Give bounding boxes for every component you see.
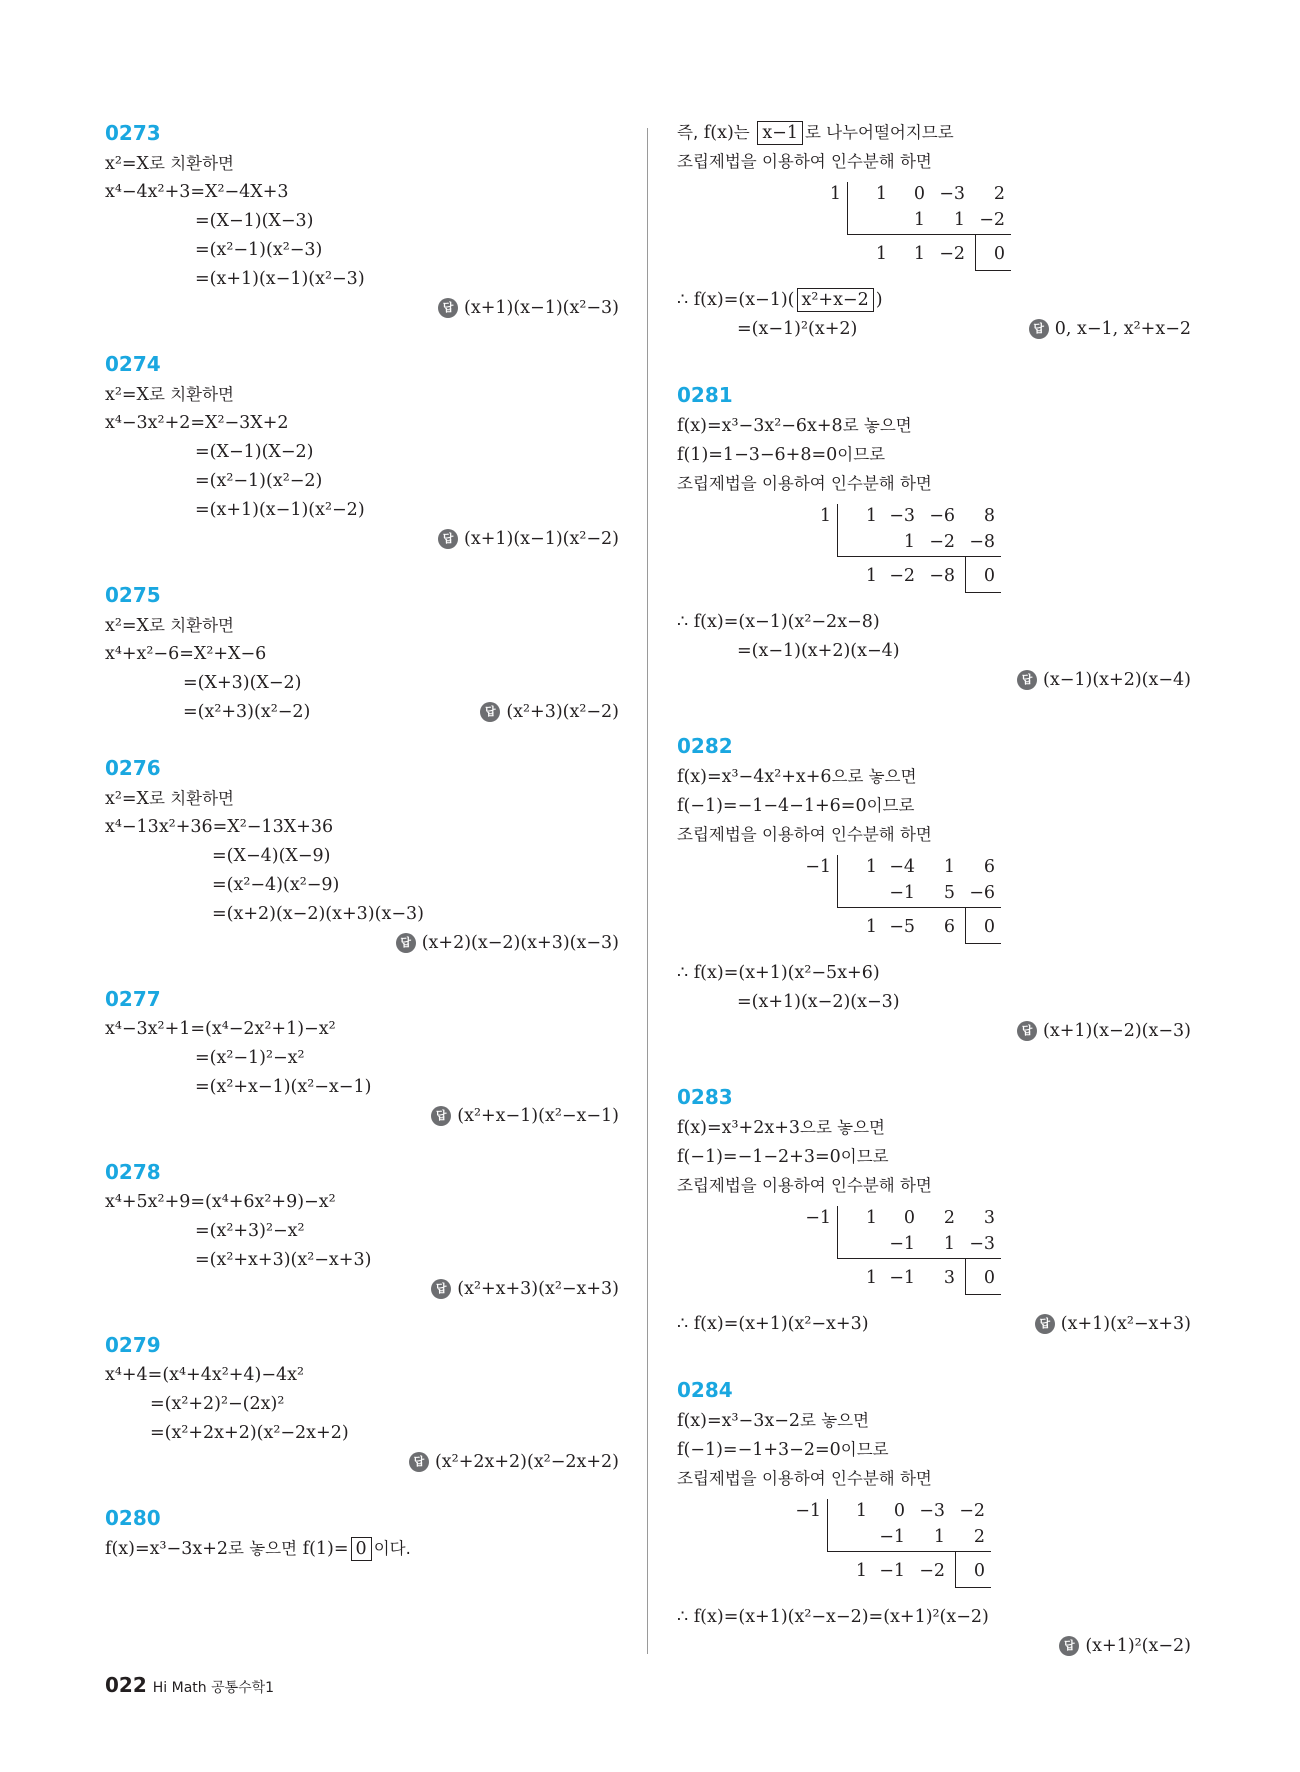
answer-badge-icon: 답 [438, 298, 458, 318]
synth-remainder: 0 [993, 244, 1005, 264]
answer-line: 답 (x+2)(x−2)(x+3)(x−3) [105, 929, 619, 958]
synth-horizontal-rule [837, 1258, 1001, 1259]
solution-line: =(x+2)(x−2)(x+3)(x−3) [212, 904, 424, 924]
synth-coefficient: −4 [889, 857, 915, 877]
remainder-box-left [965, 907, 966, 943]
problem-number: 0274 [105, 352, 161, 376]
problem-number: 0284 [677, 1378, 733, 1402]
synth-quotient: −1 [889, 1268, 915, 1288]
remainder-box-left [955, 1551, 956, 1587]
solution-line: =(X−1)(X−3) [195, 211, 314, 231]
solution-line: =(x²−1)²−x² [195, 1048, 305, 1068]
problem-0280-continued [677, 118, 1191, 344]
remainder-box-bottom [965, 943, 1001, 944]
answer-line: 답 (x+1)²(x−2) [677, 1632, 1191, 1661]
remainder-box-bottom [965, 1294, 1001, 1295]
answer-badge-icon: 답 [431, 1279, 451, 1299]
synth-coefficient: 2 [993, 184, 1005, 204]
answer-badge-icon: 답 [480, 702, 500, 722]
solution-line: 조립제법을 이용하여 인수분해 하면 [677, 152, 932, 171]
solution-line: =(x²−1)(x²−2) [195, 471, 323, 491]
synth-vertical-rule [837, 504, 838, 556]
synth-quotient: 1 [913, 244, 925, 264]
synth-product: 1 [913, 210, 925, 230]
solution-line: =(x−1)(x+2)(x−4) [737, 641, 900, 661]
problem-0280 [105, 1503, 619, 1563]
synth-coefficient: 1 [865, 506, 877, 526]
solution-line: x⁴−13x²+36=X²−13X+36 [105, 817, 334, 837]
column-divider [647, 128, 648, 1654]
problem-number: 0273 [105, 121, 161, 145]
solution-line: 조립제법을 이용하여 인수분해 하면 [677, 1176, 932, 1195]
solution-line: =(x²+3)²−x² [195, 1221, 305, 1241]
answer-badge-icon: 답 [1029, 319, 1049, 339]
solution-line: =(x²+3)(x²−2) 답 (x²+3)(x²−2) [105, 698, 619, 727]
synth-product: −2 [979, 210, 1005, 230]
page-footer [105, 1673, 274, 1697]
synth-horizontal-rule [837, 556, 1001, 557]
solution-line: =(x+1)(x−1)(x²−3) [195, 269, 365, 289]
answer-badge-icon: 답 [396, 933, 416, 953]
problem-0279 [105, 1330, 619, 1477]
solution-line: x⁴+4=(x⁴+4x²+4)−4x² [105, 1365, 305, 1385]
solution-line: =(x+1)(x−2)(x−3) [737, 992, 900, 1012]
synth-divisor: −1 [805, 857, 831, 877]
synth-remainder: 0 [983, 917, 995, 937]
synth-quotient: −5 [889, 917, 915, 937]
synth-quotient: 1 [855, 1561, 867, 1581]
problem-0273 [105, 118, 619, 323]
solution-line: ∴ f(x)=(x+1)(x²−5x+6) [677, 963, 880, 983]
problem-0274 [105, 349, 619, 554]
solution-line: x⁴−4x²+3=X²−4X+3 [105, 182, 289, 202]
synth-quotient: 1 [865, 917, 877, 937]
solution-line: ∴ f(x)=(x−1)(x²−2x−8) [677, 612, 880, 632]
answer-line: 답 (x²+x−1)(x²−x−1) [105, 1102, 619, 1131]
synth-product: −8 [969, 532, 995, 552]
problem-number: 0278 [105, 1160, 161, 1184]
synth-coefficient: 0 [893, 1501, 905, 1521]
answer-badge-icon: 답 [1035, 1314, 1055, 1334]
synth-coefficient: 2 [943, 1208, 955, 1228]
synthetic-division [677, 855, 1191, 955]
synth-product: 5 [943, 883, 955, 903]
problem-0276 [105, 753, 619, 958]
answer-line: 답 (x+1)(x²−x+3) [1035, 1310, 1191, 1339]
synth-coefficient: −2 [959, 1501, 985, 1521]
solution-line: 조립제법을 이용하여 인수분해 하면 [677, 825, 932, 844]
synth-coefficient: 1 [875, 184, 887, 204]
solution-line: f(−1)=−1+3−2=0이므로 [677, 1440, 889, 1460]
synth-remainder: 0 [983, 1268, 995, 1288]
synth-product: −2 [929, 532, 955, 552]
synth-horizontal-rule [827, 1551, 991, 1552]
synth-quotient: −1 [879, 1561, 905, 1581]
remainder-box-left [965, 556, 966, 592]
solution-line: x²=X로 치환하면 [105, 154, 234, 174]
problem-number: 0281 [677, 383, 733, 407]
synth-product: 2 [973, 1527, 985, 1547]
solution-line: =(x²+x−1)(x²−x−1) [195, 1077, 372, 1097]
solution-line: f(1)=1−3−6+8=0이므로 [677, 445, 886, 465]
solution-line: =(x²+x+3)(x²−x+3) [195, 1250, 372, 1270]
solution-line: f(x)=x³+2x+3으로 놓으면 [677, 1118, 885, 1138]
solution-line: =(x²−4)(x²−9) [212, 875, 340, 895]
solution-line: =(x²+2)²−(2x)² [150, 1394, 285, 1414]
synth-coefficient: −6 [929, 506, 955, 526]
solution-line: f(−1)=−1−4−1+6=0이므로 [677, 796, 915, 816]
synth-horizontal-rule [837, 907, 1001, 908]
answer-badge-icon: 답 [1017, 1021, 1037, 1041]
problem-0278 [105, 1157, 619, 1304]
problem-number: 0276 [105, 756, 161, 780]
synth-coefficient: 1 [855, 1501, 867, 1521]
remainder-box-bottom [965, 592, 1001, 593]
solution-line: x²=X로 치환하면 [105, 789, 234, 809]
answer-line: 답 0, x−1, x²+x−2 [1029, 315, 1191, 344]
synth-product: −1 [889, 1234, 915, 1254]
solution-line: f(x)=x³−3x+2로 놓으면 f(1)= 0 이다. [105, 1539, 411, 1559]
answer-badge-icon: 답 [1059, 1636, 1079, 1656]
synth-coefficient: 1 [865, 1208, 877, 1228]
synth-coefficient: 1 [865, 857, 877, 877]
synth-horizontal-rule [847, 234, 1011, 235]
synth-product: 1 [903, 532, 915, 552]
solution-line: x⁴−3x²+1=(x⁴−2x²+1)−x² [105, 1019, 336, 1039]
problem-number: 0279 [105, 1333, 161, 1357]
synth-vertical-rule [847, 182, 848, 234]
synth-product: 1 [943, 1234, 955, 1254]
solution-line: =(x²+2x+2)(x²−2x+2) [150, 1423, 349, 1443]
problem-number: 0277 [105, 987, 161, 1011]
synth-quotient: 1 [875, 244, 887, 264]
solution-line: x⁴−3x²+2=X²−3X+2 [105, 413, 289, 433]
problem-0283 [677, 1082, 1191, 1339]
synth-divisor: 1 [829, 184, 841, 204]
remainder-box-left [965, 1258, 966, 1294]
remainder-box-left [975, 234, 976, 270]
answer-badge-icon: 답 [409, 1452, 429, 1472]
synth-coefficient: 6 [983, 857, 995, 877]
answer-badge-icon: 답 [438, 529, 458, 549]
synth-quotient: −8 [929, 566, 955, 586]
solution-line: 즉, f(x)는 x−1 로 나누어떨어지므로 [677, 123, 954, 143]
synth-product: −1 [879, 1527, 905, 1547]
synth-quotient: −2 [939, 244, 965, 264]
synth-vertical-rule [837, 1206, 838, 1258]
synth-product: −3 [969, 1234, 995, 1254]
synth-vertical-rule [827, 1499, 828, 1551]
solution-line: ∴ f(x)=(x+1)(x²−x+3) 답 (x+1)(x²−x+3) [677, 1310, 1191, 1339]
synth-coefficient: 8 [983, 506, 995, 526]
right-column [677, 118, 1191, 1661]
synth-product: 1 [953, 210, 965, 230]
left-column [105, 118, 619, 1563]
synth-remainder: 0 [983, 566, 995, 586]
solution-line: 조립제법을 이용하여 인수분해 하면 [677, 1469, 932, 1488]
answer-line: 답 (x²+2x+2)(x²−2x+2) [105, 1448, 619, 1477]
answer-line: 답 (x²+3)(x²−2) [480, 698, 619, 727]
solution-line: f(x)=x³−3x²−6x+8로 놓으면 [677, 416, 912, 436]
problem-number: 0282 [677, 734, 733, 758]
solution-line: =(x+1)(x−1)(x²−2) [195, 500, 365, 520]
solution-line: =(X−4)(X−9) [212, 846, 331, 866]
remainder-box-bottom [955, 1587, 991, 1588]
synthetic-division [677, 504, 1191, 604]
synth-quotient: −2 [889, 566, 915, 586]
synthetic-division [677, 1206, 1191, 1306]
book-title: Hi Math 공통수학1 [152, 1680, 275, 1696]
synth-coefficient: 1 [943, 857, 955, 877]
synth-coefficient: −3 [939, 184, 965, 204]
answer-badge-icon: 답 [1017, 670, 1037, 690]
answer-badge-icon: 답 [431, 1106, 451, 1126]
solution-line: x⁴+5x²+9=(x⁴+6x²+9)−x² [105, 1192, 336, 1212]
synthetic-division [677, 182, 1191, 282]
problem-0281 [677, 380, 1191, 695]
synth-quotient: 3 [943, 1268, 955, 1288]
solution-line: x²=X로 치환하면 [105, 385, 234, 405]
synth-remainder: 0 [973, 1561, 985, 1581]
synth-product: −1 [889, 883, 915, 903]
problem-number: 0283 [677, 1085, 733, 1109]
synth-coefficient: −3 [919, 1501, 945, 1521]
solution-line: 조립제법을 이용하여 인수분해 하면 [677, 474, 932, 493]
synth-divisor: −1 [795, 1501, 821, 1521]
synth-quotient: 6 [943, 917, 955, 937]
synth-quotient: 1 [865, 566, 877, 586]
synth-quotient: −2 [919, 1561, 945, 1581]
synth-coefficient: 0 [903, 1208, 915, 1228]
problem-number: 0275 [105, 583, 161, 607]
solution-line: f(x)=x³−4x²+x+6으로 놓으면 [677, 767, 917, 787]
synth-divisor: 1 [819, 506, 831, 526]
blank-box: 0 [351, 1537, 372, 1561]
answer-line: 답 (x²+x+3)(x²−x+3) [105, 1275, 619, 1304]
blank-box: x−1 [757, 121, 803, 145]
answer-line: 답 (x−1)(x+2)(x−4) [677, 666, 1191, 695]
remainder-box-bottom [975, 270, 1011, 271]
synth-coefficient: 3 [983, 1208, 995, 1228]
synth-product: −6 [969, 883, 995, 903]
solution-line: =(x−1)²(x+2) 답 0, x−1, x²+x−2 [677, 315, 1191, 344]
solution-line: x⁴+x²−6=X²+X−6 [105, 644, 267, 664]
answer-line: 답 (x+1)(x−2)(x−3) [677, 1017, 1191, 1046]
problem-0275 [105, 580, 619, 727]
answer-line: 답 (x+1)(x−1)(x²−3) [105, 294, 619, 323]
solution-line: ∴ f(x)=(x−1)( x²+x−2 ) [677, 290, 883, 310]
solution-line: ∴ f(x)=(x+1)(x²−x−2)=(x+1)²(x−2) [677, 1607, 989, 1627]
solution-line: =(x²−1)(x²−3) [195, 240, 323, 260]
synth-coefficient: 0 [913, 184, 925, 204]
solution-line: =(X−1)(X−2) [195, 442, 314, 462]
problem-number: 0280 [105, 1506, 161, 1530]
solution-line: x²=X로 치환하면 [105, 616, 234, 636]
page-number: 022 [105, 1673, 147, 1697]
solution-line: f(x)=x³−3x−2로 놓으면 [677, 1411, 870, 1431]
synth-coefficient: −3 [889, 506, 915, 526]
synthetic-division [677, 1499, 1191, 1599]
problem-0277 [105, 984, 619, 1131]
synth-quotient: 1 [865, 1268, 877, 1288]
solution-line: f(−1)=−1−2+3=0이므로 [677, 1147, 889, 1167]
problem-0282 [677, 731, 1191, 1046]
blank-box: x²+x−2 [797, 288, 874, 312]
synth-vertical-rule [837, 855, 838, 907]
answer-line: 답 (x+1)(x−1)(x²−2) [105, 525, 619, 554]
problem-0284 [677, 1375, 1191, 1661]
synth-product: 1 [933, 1527, 945, 1547]
solution-line: =(X+3)(X−2) [183, 673, 302, 693]
synth-divisor: −1 [805, 1208, 831, 1228]
